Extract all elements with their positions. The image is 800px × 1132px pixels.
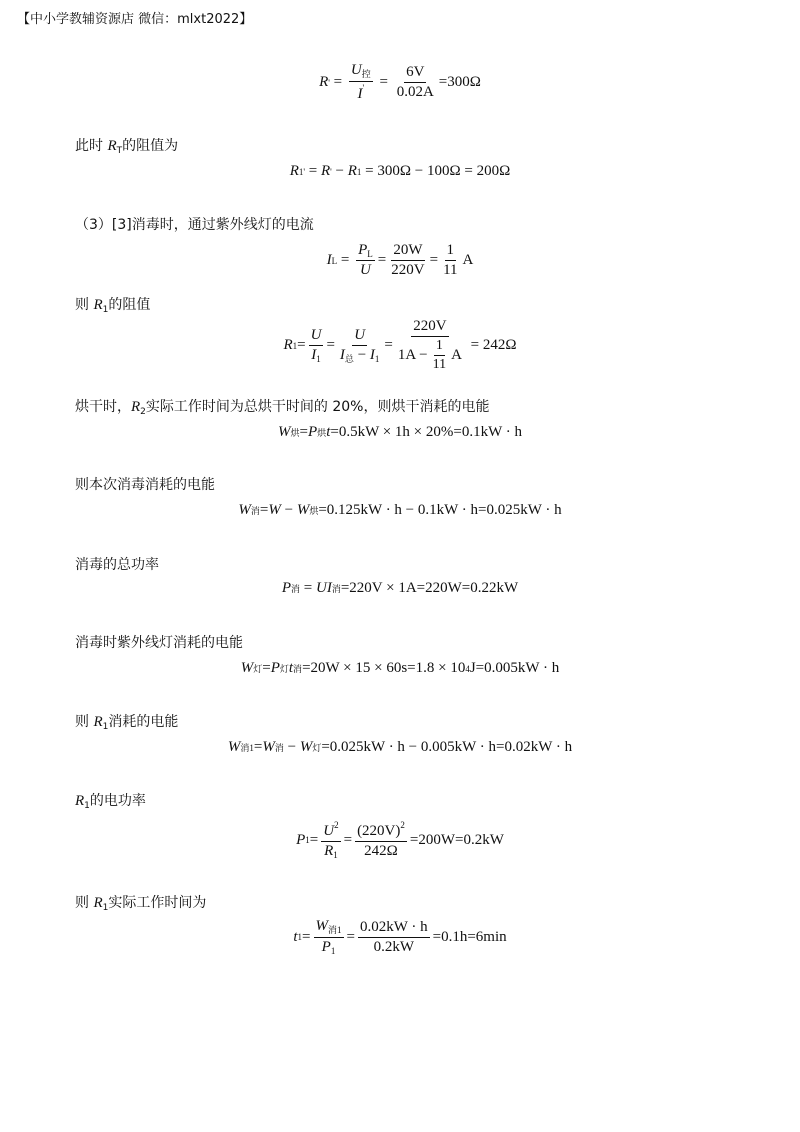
equation-lamp-current: I L = $\frac{P_L}{U}$ = $\frac{20W}{220V}$ = $\frac{1}{11}$ Α <box>326 242 474 278</box>
equation-disinfect-energy: W 消 = W − W 烘 =0.125kW · h − 0.1kW · h=0.025kW · h <box>238 502 562 518</box>
text-drying-intro: 烘干时，$R_2$实际工作时间为总烘干时间的 20%，则烘干消耗的电能 <box>75 399 490 417</box>
equation-r1-time: t 1 = $\frac{W_{消1}}{P_1}$ = $\frac{0.02kW \cdot h}{0.2kW}$ =0.1h=6min <box>293 918 507 956</box>
equation-r1-power: P 1 = $\frac{U^2}{R_1}$ = $\frac{(220V)^2}{242\Omega}$ =200W=0.2kW <box>296 820 504 860</box>
text-part3-intro: （3）[3]消毒时，通过紫外线灯的电流 <box>75 217 314 233</box>
equation-r1-resistance: R 1 = $\frac{U}{I_1}$ = $\frac{U}{I_总 - I_1}$ = 220V 1A − $\frac{1}{11}$ A = 242Ω <box>283 318 517 372</box>
page-header: 【中小学教辅资源店 微信：mlxt2022】 <box>17 12 253 27</box>
text-r1-power-intro: $R_1$的电功率 <box>75 793 146 811</box>
text-disinfect-energy-intro: 则本次消毒消耗的电能 <box>75 477 215 493</box>
text-total-power-intro: 消毒的总功率 <box>75 557 159 573</box>
equation-drying-energy: W 烘 = P 烘 t =0.5kW × 1h × 20%=0.1kW · h <box>278 424 522 440</box>
text-r1-energy-intro: 则 $R_1$消耗的电能 <box>75 714 179 732</box>
equation-total-power: P 消 = U I 消 =220V × 1Α=220W=0.22kW <box>281 580 519 596</box>
text-lamp-energy-intro: 消毒时紫外线灯消耗的电能 <box>75 635 243 651</box>
text-rt-resistance-intro: 此时 $R_T$的阻值为 <box>75 138 179 156</box>
equation-r1-energy: W 消1 = W 消 − W 灯 =0.025kW · h − 0.005kW · h=0.02kW · h <box>227 739 573 755</box>
text-r1-time-intro: 则 $R_1$实际工作时间为 <box>75 895 207 913</box>
text-r1-intro: 则 $R_1$的阻值 <box>75 297 151 315</box>
equation-total-resistance: R ' = $\frac{U_控}{I'}$ = $\frac{6V}{0.02A}$ =300Ω <box>319 62 481 102</box>
equation-rt-value: R 1 ' = R ' − R 1 = 300Ω − 100Ω = 200Ω <box>289 163 511 179</box>
equation-lamp-energy: W 灯 = P 灯 t 消 =20W × 15 × 60s=1.8 × 10 4 J=0.005kW · h <box>240 660 560 676</box>
